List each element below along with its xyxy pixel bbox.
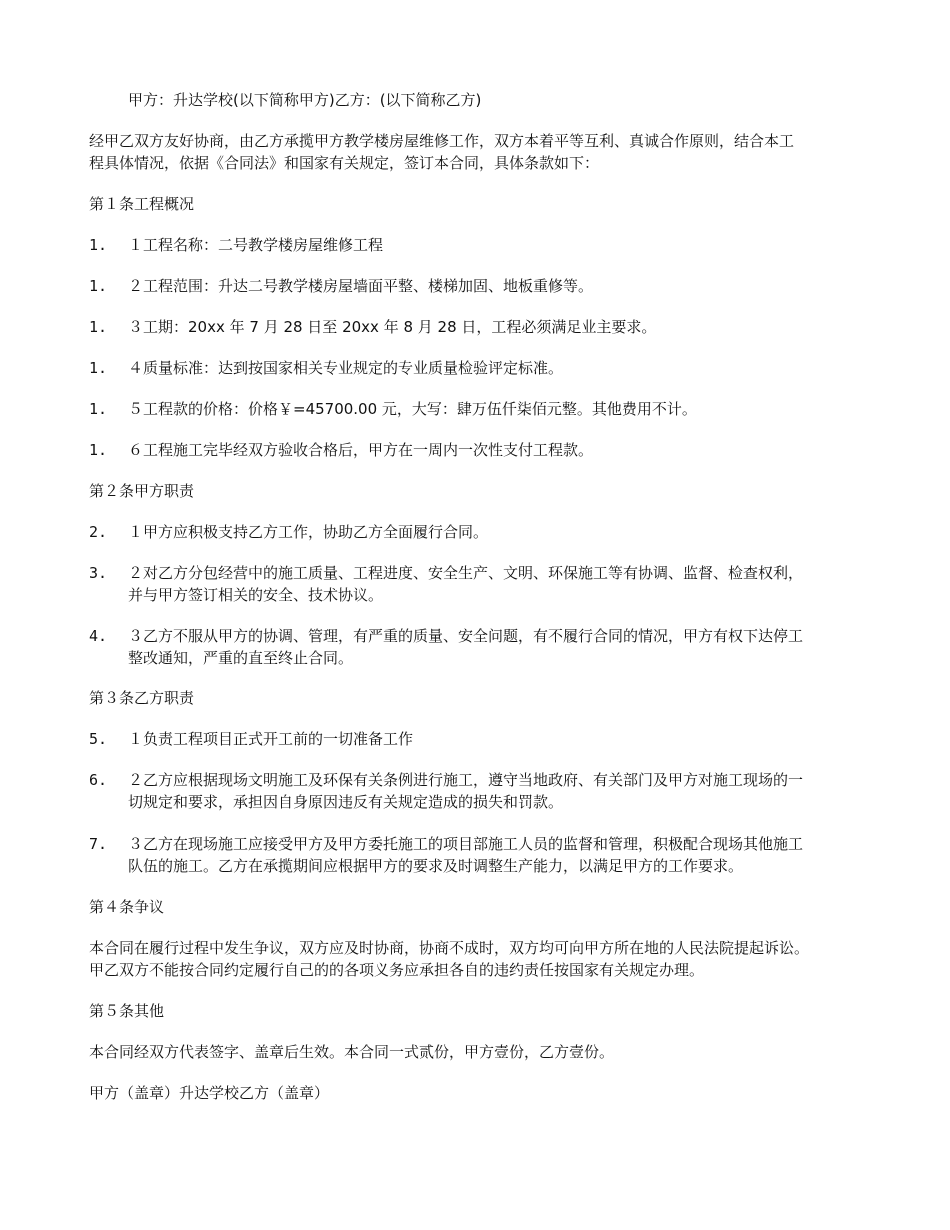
body-line: 本合同在履行过程中发生争议，双方应及时协商，协商不成时，双方均可向甲方所在地的人民法院提起诉讼。 bbox=[89, 939, 810, 957]
item-number: 2. bbox=[89, 523, 108, 541]
item-number: 1. bbox=[89, 318, 108, 336]
item-text: ５工程款的价格：价格￥=45700.00 元，大写：肆万伍仟柒佰元整。其他费用不计。 bbox=[128, 400, 697, 418]
item-text: １负责工程项目正式开工前的一切准备工作 bbox=[128, 730, 414, 748]
item-number: 1. bbox=[89, 400, 108, 418]
section-4-title: 第４条争议 bbox=[89, 898, 165, 916]
section-5-body: 本合同经双方代表签字、盖章后生效。本合同一式贰份，甲方壹份，乙方壹份。 bbox=[89, 1043, 615, 1061]
item-text: ３工期：20xx 年 7 月 28 日至 20xx 年 8 月 28 日，工程必须满足业主要求。 bbox=[128, 318, 657, 336]
intro-line: 经甲乙双方友好协商，由乙方承揽甲方教学楼房屋维修工作，双方本着平等互利、真诚合作原则，结合本工 bbox=[89, 132, 795, 150]
body-line: 甲乙双方不能按合同约定履行自己的的各项义务应承担各自的违约责任按国家有关规定办理。 bbox=[89, 961, 705, 979]
item-text: ４质量标准：达到按国家相关专业规定的专业质量检验评定标准。 bbox=[128, 359, 564, 377]
item-text: ２对乙方分包经营中的施工质量、工程进度、安全生产、文明、环保施工等有协调、监督、检查权利， 并与甲方签订相关的安全、技术协议。 bbox=[128, 564, 804, 604]
section-4-body bbox=[89, 937, 869, 981]
section-5-title: 第５条其他 bbox=[89, 1002, 165, 1020]
item-text: １工程名称：二号教学楼房屋维修工程 bbox=[128, 236, 384, 254]
item-number: 1. bbox=[89, 236, 108, 254]
item-number: 6. bbox=[89, 771, 108, 789]
signature-line: 甲方（盖章）升达学校乙方（盖章） bbox=[89, 1084, 330, 1102]
intro-line: 程具体情况，依据《合同法》和国家有关规定，签订本合同，具体条款如下： bbox=[89, 154, 600, 172]
parties-line: 甲方：升达学校(以下简称甲方)乙方：(以下简称乙方) bbox=[128, 91, 482, 109]
section-3-title: 第３条乙方职责 bbox=[89, 689, 195, 707]
item-number: 4. bbox=[89, 627, 108, 645]
item-text: ３乙方在现场施工应接受甲方及甲方委托施工的项目部施工人员的监督和管理，积极配合现场其他施工 队伍的施工。乙方在承揽期间应根据甲方的要求及时调整生产能力，以满足甲方的工作要求。 bbox=[128, 835, 804, 875]
item-number: 5. bbox=[89, 730, 108, 748]
item-number: 1. bbox=[89, 441, 108, 459]
item-text: ２乙方应根据现场文明施工及环保有关条例进行施工，遵守当地政府、有关部门及甲方对施工现场的一 切规定和要求，承担因自身原因违反有关规定造成的损失和罚款。 bbox=[128, 771, 804, 811]
item-number: 3. bbox=[89, 564, 108, 582]
section-1-title: 第１条工程概况 bbox=[89, 195, 195, 213]
intro-paragraph bbox=[89, 130, 869, 174]
item-text: ２工程范围：升达二号教学楼房屋墙面平整、楼梯加固、地板重修等。 bbox=[128, 277, 594, 295]
item-number: 7. bbox=[89, 835, 108, 853]
item-text: １甲方应积极支持乙方工作，协助乙方全面履行合同。 bbox=[128, 523, 489, 541]
item-number: 1. bbox=[89, 277, 108, 295]
item-number: 1. bbox=[89, 359, 108, 377]
item-text: ６工程施工完毕经双方验收合格后，甲方在一周内一次性支付工程款。 bbox=[128, 441, 594, 459]
item-text: ３乙方不服从甲方的协调、管理，有严重的质量、安全问题，有不履行合同的情况，甲方有权下达停工 整改通知，严重的直至终止合同。 bbox=[128, 627, 804, 667]
section-2-title: 第２条甲方职责 bbox=[89, 482, 195, 500]
